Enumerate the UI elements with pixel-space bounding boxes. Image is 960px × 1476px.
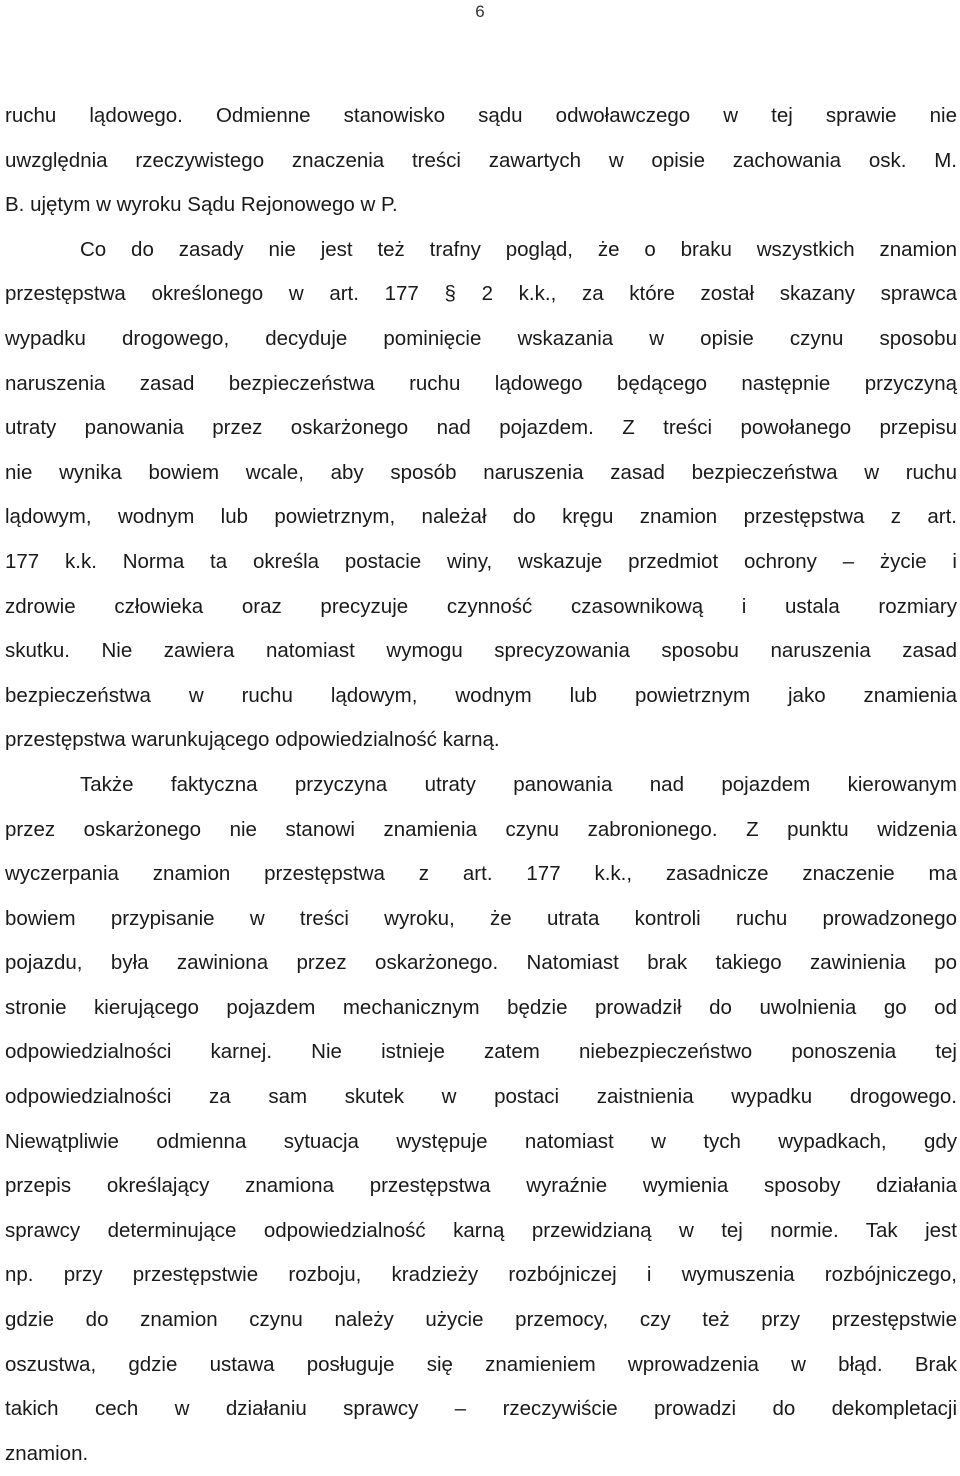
- text-line: takich cech w działaniu sprawcy – rzeczywiście prowadzi do dekompletacji: [5, 1397, 957, 1421]
- text-line: Co do zasady nie jest też trafny pogląd, że o braku wszystkich znamion: [80, 237, 957, 261]
- text-line: pojazdu, była zawiniona przez oskarżonego. Natomiast brak takiego zawinienia po: [5, 951, 957, 975]
- text-line: oszustwa, gdzie ustawa posługuje się znamieniem wprowadzenia w błąd. Brak: [5, 1352, 957, 1376]
- text-line: ruchu lądowego. Odmienne stanowisko sądu odwoławczego w tej sprawie nie: [5, 104, 957, 127]
- text-line: wypadku drogowego, decyduje pominięcie wskazania w opisie czynu sposobu: [5, 326, 957, 350]
- text-line: przestępstwa określonego w art. 177 § 2 k.k., za które został skazany sprawca: [5, 282, 957, 306]
- text-line: bowiem przypisanie w treści wyroku, że utrata kontroli ruchu prowadzonego: [5, 906, 957, 930]
- text-line: utraty panowania przez oskarżonego nad pojazdem. Z treści powołanego przepisu: [5, 416, 957, 440]
- text-line: przepis określający znamiona przestępstwa wyraźnie wymienia sposoby działania: [5, 1174, 957, 1198]
- text-line: np. przy przestępstwie rozboju, kradzieży rozbójniczej i wymuszenia rozbójniczego,: [5, 1263, 957, 1287]
- text-line: sprawcy determinujące odpowiedzialność karną przewidzianą w tej normie. Tak jest: [5, 1218, 957, 1242]
- text-line: odpowiedzialności karnej. Nie istnieje zatem niebezpieczeństwo ponoszenia tej: [5, 1040, 957, 1064]
- text-line: przestępstwa warunkującego odpowiedzialność karną.: [5, 728, 500, 752]
- text-line: stronie kierującego pojazdem mechanicznym będzie prowadził do uwolnienia go od: [5, 995, 957, 1019]
- text-line: Niewątpliwie odmienna sytuacja występuje natomiast w tych wypadkach, gdy: [5, 1129, 957, 1153]
- text-line: B. ujętym w wyroku Sądu Rejonowego w P.: [5, 193, 398, 217]
- text-line: gdzie do znamion czynu należy użycie przemocy, czy też przy przestępstwie: [5, 1308, 957, 1332]
- text-line: lądowym, wodnym lub powietrznym, należał do kręgu znamion przestępstwa z art.: [5, 505, 957, 529]
- document-body: [5, 94, 957, 1476]
- text-line: nie wynika bowiem wcale, aby sposób naruszenia zasad bezpieczeństwa w ruchu: [5, 460, 957, 484]
- text-line: Także faktyczna przyczyna utraty panowania nad pojazdem kierowanym: [80, 772, 957, 796]
- page-number: 6: [475, 2, 485, 21]
- text-line: znamion.: [5, 1441, 89, 1465]
- text-line: przez oskarżonego nie stanowi znamienia czynu zabronionego. Z punktu widzenia: [5, 817, 957, 841]
- text-line: bezpieczeństwa w ruchu lądowym, wodnym lub powietrznym jako znamienia: [5, 683, 957, 707]
- text-line: uwzględnia rzeczywistego znaczenia treści zawartych w opisie zachowania osk. M.: [5, 148, 957, 172]
- text-line: 177 k.k. Norma ta określa postacie winy, wskazuje przedmiot ochrony – życie i: [5, 549, 957, 573]
- text-line: wyczerpania znamion przestępstwa z art. 177 k.k., zasadnicze znaczenie ma: [5, 862, 957, 886]
- text-line: odpowiedzialności za sam skutek w postaci zaistnienia wypadku drogowego.: [5, 1085, 957, 1109]
- text-line: naruszenia zasad bezpieczeństwa ruchu lądowego będącego następnie przyczyną: [5, 371, 957, 395]
- text-line: skutku. Nie zawiera natomiast wymogu sprecyzowania sposobu naruszenia zasad: [5, 639, 957, 663]
- text-line: zdrowie człowieka oraz precyzuje czynność czasownikową i ustala rozmiary: [5, 594, 957, 618]
